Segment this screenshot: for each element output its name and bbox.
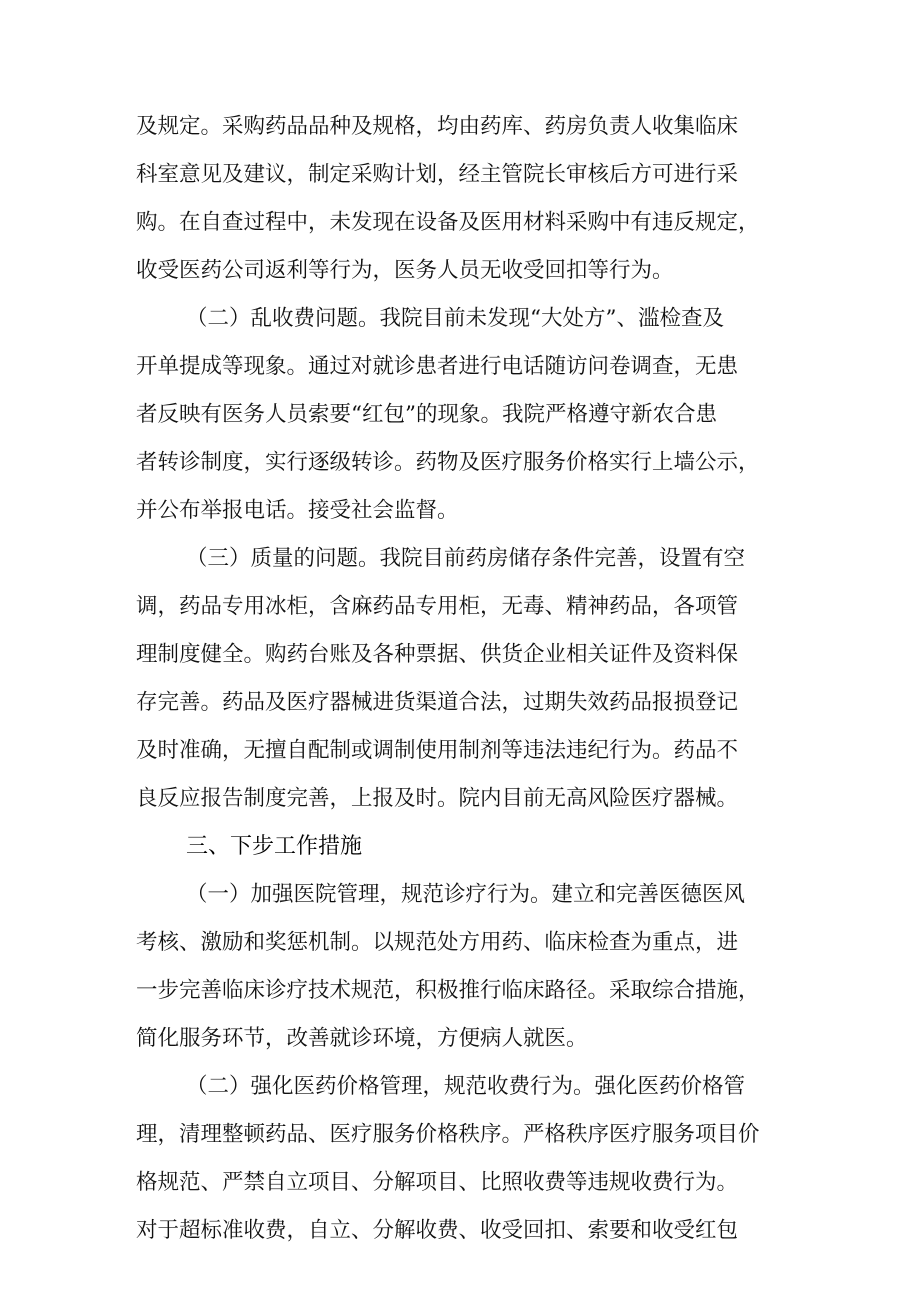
text-line: 一步完善临床诊疗技术规范，积极推行临床路径。采取综合措施，	[136, 978, 760, 1003]
text-line: 理制度健全。购药台账及各种票据、供货企业相关证件及资料保	[136, 642, 739, 667]
text-line: 存完善。药品及医疗器械进货渠道合法，过期失效药品报损登记	[136, 690, 739, 715]
text-line: （二）强化医药价格管理，规范收费行为。强化医药价格管	[186, 1074, 746, 1099]
text-line: 理，清理整顿药品、医疗服务价格秩序。严格秩序医疗服务项目价	[136, 1122, 760, 1147]
text-line: 并公布举报电话。接受社会监督。	[136, 498, 459, 523]
text-line: 良反应报告制度完善，上报及时。院内目前无高风险医疗器械。	[136, 786, 739, 811]
paragraph	[136, 871, 788, 1063]
text-line: 及规定。采购药品品种及规格，均由药库、药房负责人收集临床	[136, 114, 739, 139]
text-line: 者转诊制度，实行逐级转诊。药物及医疗服务价格实行上墙公示，	[136, 450, 760, 475]
text-line: 对于超标准收费，自立、分解收费、收受回扣、索要和收受红包	[136, 1218, 739, 1243]
paragraph	[136, 1063, 788, 1255]
section-heading	[136, 823, 788, 871]
text-line: 开单提成等现象。通过对就诊患者进行电话随访问卷调查，无患	[136, 354, 739, 379]
text-line: （一）加强医院管理，规范诊疗行为。建立和完善医德医风	[186, 882, 746, 907]
text-line: 及时准确，无擅自配制或调制使用制剂等违法违纪行为。药品不	[136, 738, 739, 763]
paragraph	[136, 535, 788, 823]
text-line: 者反映有医务人员索要“红包”的现象。我院严格遵守新农合患	[136, 402, 717, 427]
document-body	[136, 103, 788, 1255]
text-line: 购。在自查过程中，未发现在设备及医用材料采购中有违反规定，	[136, 210, 760, 235]
text-line: 收受医药公司返利等行为，医务人员无收受回扣等行为。	[136, 258, 674, 283]
text-line: （二）乱收费问题。我院目前未发现“大处方”、滥检查及	[186, 306, 724, 331]
paragraph	[136, 295, 788, 535]
paragraph	[136, 103, 788, 295]
text-line: 调，药品专用冰柜，含麻药品专用柜，无毒、精神药品，各项管	[136, 594, 739, 619]
text-line: 科室意见及建议，制定采购计划，经主管院长审核后方可进行采	[136, 162, 739, 187]
text-line: （三）质量的问题。我院目前药房储存条件完善，设置有空	[186, 546, 746, 571]
text-line: 格规范、严禁自立项目、分解项目、比照收费等违规收费行为。	[136, 1170, 739, 1195]
text-line: 考核、激励和奖惩机制。以规范处方用药、临床检查为重点，进	[136, 930, 739, 955]
section-heading-text: 三、下步工作措施	[186, 834, 363, 859]
text-line: 简化服务环节，改善就诊环境，方便病人就医。	[136, 1026, 588, 1051]
